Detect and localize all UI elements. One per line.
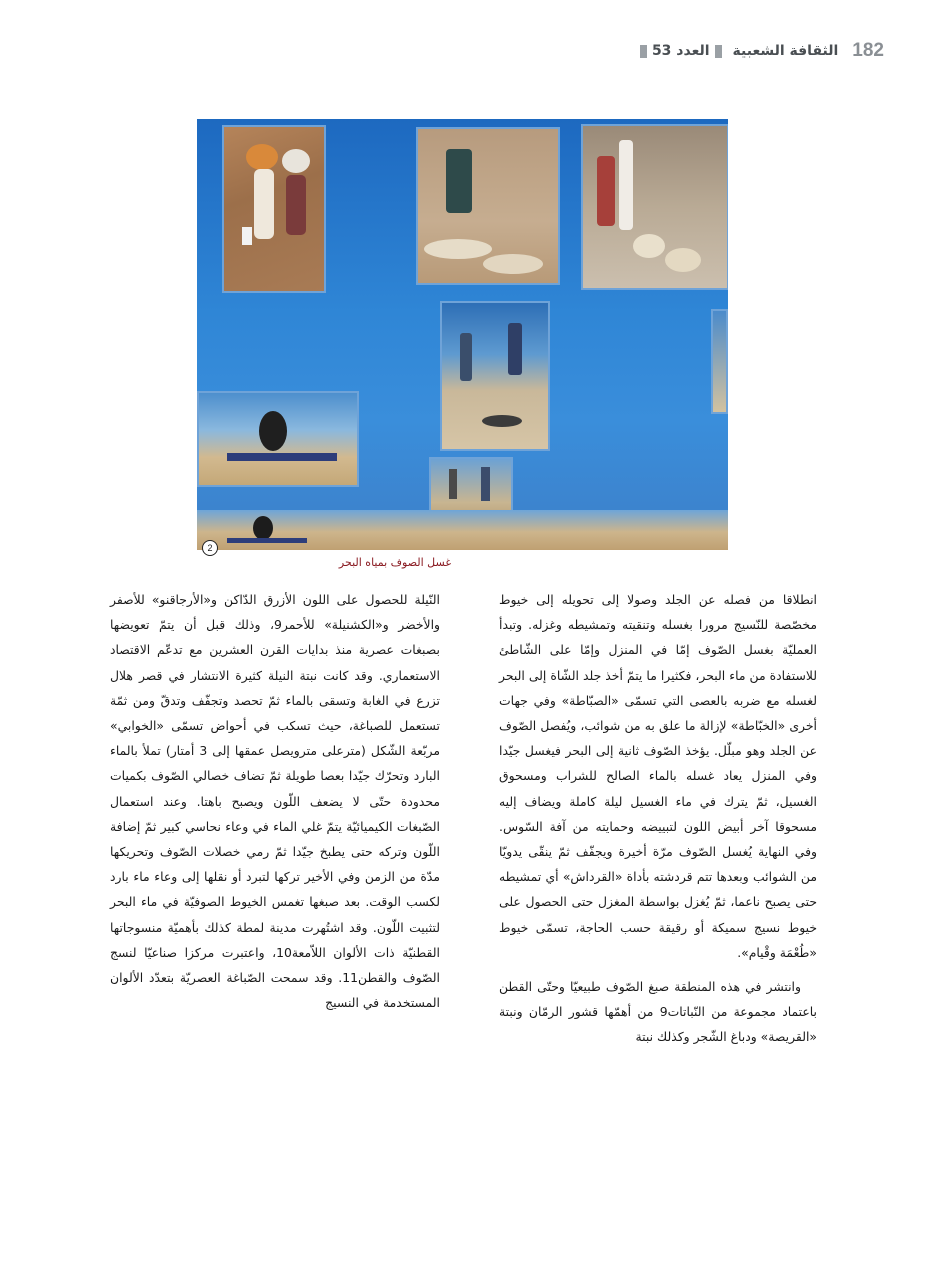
photo-edge-crop — [711, 309, 728, 414]
photo-woman-with-wool-heaps — [416, 127, 560, 285]
figure-number-badge: 2 — [202, 540, 218, 556]
photo-strip-beach — [197, 510, 728, 550]
photo-women-on-beach — [440, 301, 550, 451]
page-number: 182 — [852, 40, 884, 61]
paragraph: وانتشر في هذه المنطقة صبغ الصّوف طبيعيّا وحتّى القطن باعتماد مجموعة من النّباتات9 من أهمّها قشور الرمّان ونبتة «القريصة» ودباغ الشّجر وكذلك نبتة — [499, 979, 818, 1045]
paragraph: انطلاقا من فصله عن الجلد وصولا إلى تحويله إلى خيوط مخصّصة للنّسيج مرورا بغسله وتنقيته وتمشيطه وغزله. وتبدأ العمليّة بغسل الصّوف إمّا في المنزل وإمّا على الشّاطئ للاستفادة من ماء البحر، فكثيرا ما يتمّ أخذ جلد الشّاة إلى البحر لغسله مع ضربه بالعصى التي تسمّى «الصبّاطة» وفي جهات أخرى «الخبّاطة» لإزالة ما علق به من شوائب، ويُفصل الصّوف عن الجلد وهو مبلّل. يؤخذ الصّوف ثانية إلى البحر فيغسل جيّدا وفي المنزل يعاد غسله بالماء الصالح للشراب ومسحوق الغسيل، ثمّ يترك في ماء الغسيل ليلة كاملة ويضاف إليه مسحوقا آخر أبيض اللون لتبييضه وحمايته من آفة السّوس. وفي النهاية يُغسل الصّوف مرّة أخيرة ويجفّف ثمّ ينقّى يدويّا من الشوائب وبعدها تتم قردشته بأداة «القرداش» أي تمشيطه حتى يصبح ناعما، ثمّ يُغزل بواسطة المغزل حتى الحصول على خيوط نسيج سميكة أو رقيقة حسب الحاجة، تسمّى خيوط «طُعْمَة وقْيام». — [499, 592, 817, 960]
paragraph: النّيلة للحصول على اللون الأزرق الدّاكن و«الأرجاقنو» للأصفر والأخضر و«الكشنيلة» للأحمر9، وذلك قبل أن يتمّ تعويضها بصبغات عصرية منذ بدايات القرن العشرين مع تدعّم الاقتصاد الاستعماري. وقد كانت نبتة النيلة كثيرة الانتشار في قصر هلال تزرع في الغابة وتسقى بالماء ثمّ تحصد وتجفّف وتدقّ ومن ثمّة تستعمل للصباغة، حيث تسكب في أحواض تسمّى «الخوابي» مربّعة الشّكل (مترعلى مترويصل عمقها إلى 3 أمتار) تملأ بالماء البارد وتحرّك جيّدا بعصا طويلة ثمّ تضاف خصالي الصّوف بكميات محدودة حتّى لا يضعف اللّون ويصبح باهتا. وعند استعمال الصّبغات الكيميائيّة يتمّ غلي الماء في وعاء نحاسي كبير ثمّ إضافة اللّون وتركه حتى يطبخ جيّدا ثمّ رمي خصلات الصّوف وتحريكها مدّة من الزمن وفي الأخير تركها لتبرد أو نقلها إلى وعاء ماء بارد لكسب الوقت. بعد صبغها تغمس الخيوط الصوفيّة في ماء البحر لتثبيت اللّون. وقد اشتُهرت مدينة لمطة كذلك بأهميّة منسوجاتها القطنيّة ذات الألوان اللاّمعة10، واعتبرت مركزا صناعيّا لنسج الصّوف والقطن11. وقد سمحت الصّباغة العصريّة بتعدّد الألوان المستخدمة في النسيج — [110, 592, 441, 1011]
figures-illustration — [418, 129, 558, 283]
figures-illustration — [224, 127, 324, 291]
figures-illustration — [199, 393, 357, 485]
figure-caption: غسل الصوف بمياه البحر — [338, 556, 452, 569]
photo-collage — [197, 119, 728, 550]
figures-illustration — [442, 303, 548, 449]
photo-woman-washing-rug — [197, 391, 359, 487]
issue-label: العدد 53 — [651, 43, 710, 59]
article-column-left — [110, 587, 440, 1015]
page-header — [635, 38, 884, 64]
photo-woman-wringing-wool — [581, 124, 728, 290]
publication-title: الثقافة الشعبية — [732, 43, 839, 59]
photo-women-carrying-bundles — [222, 125, 326, 293]
separator-square — [715, 45, 722, 58]
figures-illustration — [583, 126, 727, 288]
figures-illustration — [197, 510, 728, 550]
article-column-right — [499, 587, 817, 1050]
separator-square — [640, 45, 647, 58]
